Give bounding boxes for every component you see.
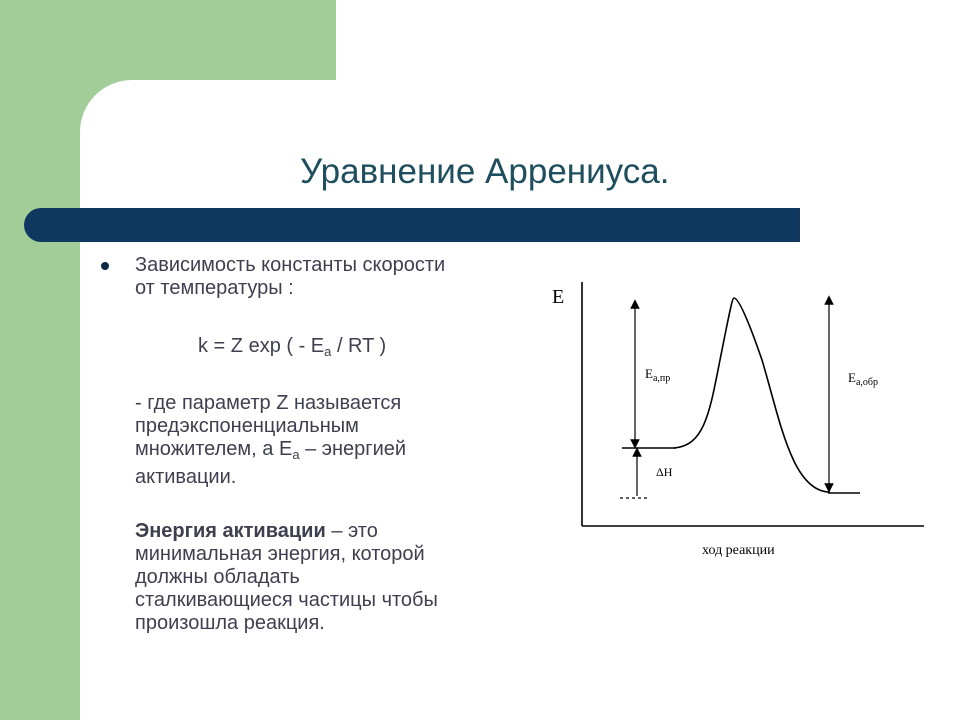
ea-forward-label: $E_{a,пр}$ — [645, 366, 671, 384]
slide-title: Уравнение Аррениуса. — [300, 152, 670, 191]
definition-term: Энергия активации — [135, 520, 326, 542]
definition-line-1: Энергия активации – это — [135, 520, 378, 542]
formula-post: / RT ) — [331, 335, 387, 357]
explanation-line-2: предэкспоненциальным — [135, 415, 359, 437]
energy-diagram — [540, 270, 940, 570]
definition-line-2: минимальная энергия, которой — [135, 543, 425, 565]
title-underline-bar — [24, 208, 800, 242]
y-axis-label: E — [552, 286, 565, 308]
x-axis-label: ход реакции — [702, 543, 775, 558]
definition-line-3: должны обладать — [135, 566, 300, 588]
bullet-line-1: Зависимость константы скорости — [135, 254, 446, 276]
reaction-energy-curve — [674, 298, 830, 492]
definition-line-5: произошла реакция. — [135, 612, 325, 634]
explanation-line-1: - где параметр Z называется — [135, 392, 402, 414]
ea-reverse-label: $E_{a,обр}$ — [848, 370, 878, 388]
arrhenius-formula — [198, 335, 386, 363]
definition-line-4: сталкивающиеся частицы чтобы — [135, 589, 438, 611]
formula-subscript: a — [324, 344, 332, 359]
bullet-icon — [101, 262, 109, 270]
definition-text — [135, 520, 438, 635]
explanation-line-4: активации. — [135, 466, 237, 488]
explanation-line-3: множителем, а $E_a$ – энергией — [135, 438, 407, 462]
formula-pre: k = Z exp ( - E — [198, 335, 325, 357]
delta-h-label: ΔH — [656, 465, 673, 479]
explanation-text — [135, 392, 406, 489]
bullet-line-2: от температуры : — [135, 277, 294, 299]
bullet-text — [135, 254, 445, 300]
